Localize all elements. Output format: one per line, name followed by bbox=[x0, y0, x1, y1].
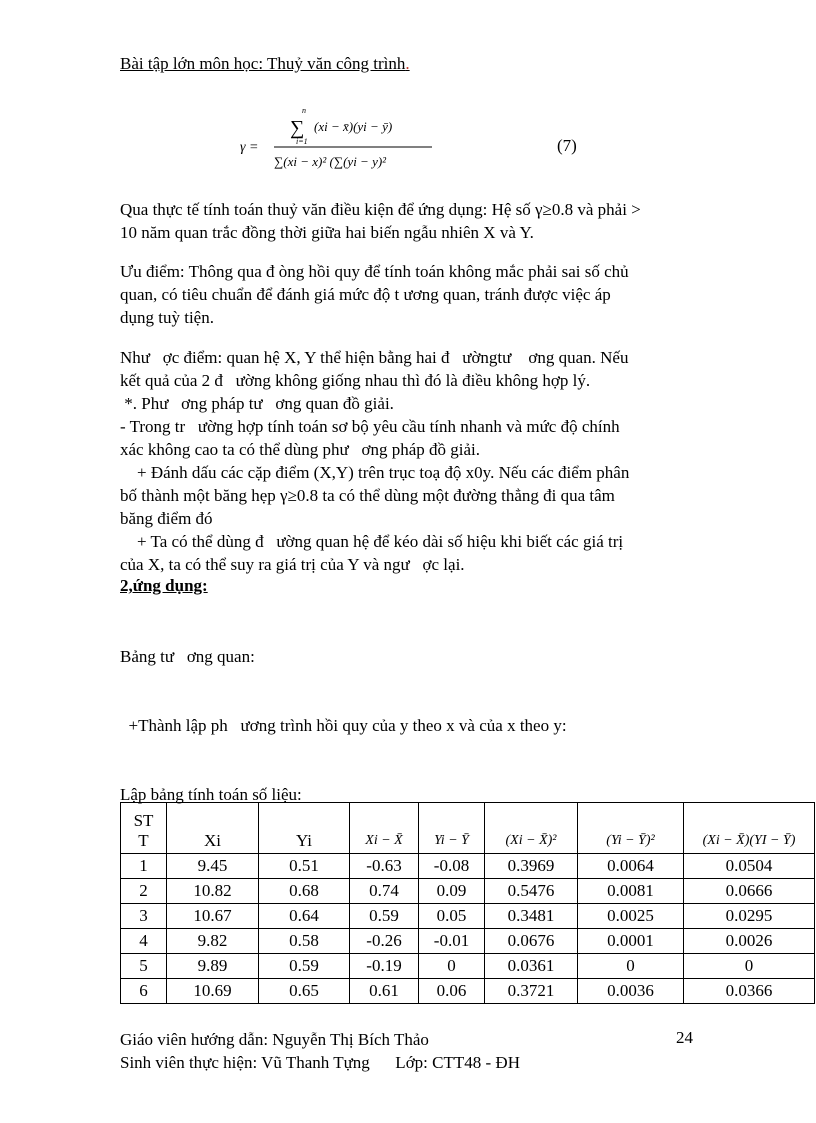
table-cell: 2 bbox=[121, 879, 167, 904]
formula-sum-top: n bbox=[302, 106, 306, 115]
section-heading: 2,ứng dụng: bbox=[120, 576, 208, 595]
table-row bbox=[121, 979, 815, 1004]
table-cell: 0.0676 bbox=[485, 929, 578, 954]
table-header-cell: Yi − Ȳ bbox=[419, 803, 485, 854]
table-cell: 0.58 bbox=[259, 929, 350, 954]
header-title-dot: . bbox=[405, 54, 410, 73]
page-number: 24 bbox=[676, 1028, 693, 1047]
text-line: Như ợc điểm: quan hệ X, Y thể hiện bằng hai đ ườngtư ơng quan. Nếu bbox=[120, 348, 629, 367]
table-cell: 0.3481 bbox=[485, 904, 578, 929]
text-line: kết quả của 2 đ ường không giống nhau thì đó là điều không hợp lý. bbox=[120, 371, 591, 390]
table-cell: 10.82 bbox=[167, 879, 259, 904]
table-cell: 0.61 bbox=[350, 979, 419, 1004]
table-cell: 0 bbox=[578, 954, 684, 979]
text-line: bố thành một băng hẹp γ≥0.8 ta có thể dùng một đường thẳng đi qua tâm bbox=[120, 486, 615, 505]
table-cell: 0.68 bbox=[259, 879, 350, 904]
table-row bbox=[121, 879, 815, 904]
table-cell: -0.63 bbox=[350, 854, 419, 879]
text-line: của X, ta có thể suy ra giá trị của Y và ngư ợc lại. bbox=[120, 555, 465, 574]
table-cell: 9.45 bbox=[167, 854, 259, 879]
table-cell: 6 bbox=[121, 979, 167, 1004]
table-cell: 0.0081 bbox=[578, 879, 684, 904]
table-cell: 4 bbox=[121, 929, 167, 954]
table-cell: 0.09 bbox=[419, 879, 485, 904]
text-line: +Thành lập ph ương trình hồi quy của y theo x và của x theo y: bbox=[120, 716, 567, 735]
table-cell: -0.26 bbox=[350, 929, 419, 954]
table-cell: 1 bbox=[121, 854, 167, 879]
table-cell: 3 bbox=[121, 904, 167, 929]
formula-number: (7) bbox=[557, 136, 577, 155]
text-line: xác không cao ta có thể dùng phư ơng pháp đồ giải. bbox=[120, 440, 481, 459]
correlation-formula bbox=[238, 104, 558, 184]
text-line: dụng tuỳ tiện. bbox=[120, 308, 214, 327]
page-header-title bbox=[120, 54, 410, 74]
text-line: Bảng tư ơng quan: bbox=[120, 647, 255, 666]
table-row bbox=[121, 854, 815, 879]
text-line: + Đánh dấu các cặp điểm (X,Y) trên trục toạ độ x0y. Nếu các điểm phân bbox=[120, 463, 630, 482]
text-line: Qua thực tế tính toán thuỷ văn điều kiện để ứng dụng: Hệ số γ≥0.8 và phải > bbox=[120, 200, 641, 219]
section-body bbox=[120, 599, 700, 829]
table-cell: 0.0026 bbox=[684, 929, 815, 954]
table-cell: 0.64 bbox=[259, 904, 350, 929]
table-cell: 0.3721 bbox=[485, 979, 578, 1004]
text-line: + Ta có thể dùng đ ường quan hệ để kéo dài số hiệu khi biết các giá trị bbox=[120, 532, 624, 551]
table-row bbox=[121, 954, 815, 979]
table-cell: 0.74 bbox=[350, 879, 419, 904]
table-cell: 0.59 bbox=[259, 954, 350, 979]
table-header-cell: ST T bbox=[121, 803, 167, 854]
table-header-row bbox=[121, 803, 815, 854]
table-header-cell: (Yi − Ȳ)² bbox=[578, 803, 684, 854]
table-header-cell: Xi − X̄ bbox=[350, 803, 419, 854]
text-line: *. Phư ơng pháp tư ơng quan đồ giải. bbox=[120, 394, 394, 413]
table-cell: 0.06 bbox=[419, 979, 485, 1004]
table-cell: 0.0001 bbox=[578, 929, 684, 954]
text-line: 10 năm quan trắc đồng thời giữa hai biến ngẫu nhiên X và Y. bbox=[120, 223, 534, 242]
table-cell: 0.59 bbox=[350, 904, 419, 929]
text-line: quan, có tiêu chuẩn để đánh giá mức độ t ương quan, tránh được việc áp bbox=[120, 285, 611, 304]
text-line: băng điểm đó bbox=[120, 509, 213, 528]
paragraph-disadvantages bbox=[120, 346, 700, 576]
footer-advisor: Giáo viên hướng dẫn: Nguyễn Thị Bích Thảo bbox=[120, 1030, 429, 1049]
table-header-cell: Yi bbox=[259, 803, 350, 854]
table-cell: -0.19 bbox=[350, 954, 419, 979]
paragraph-advantages bbox=[120, 260, 700, 329]
table-cell: 0 bbox=[419, 954, 485, 979]
data-table bbox=[120, 802, 815, 1004]
table-cell: 0.0025 bbox=[578, 904, 684, 929]
formula-lhs: γ = bbox=[240, 140, 259, 155]
table-cell: -0.08 bbox=[419, 854, 485, 879]
formula-numerator: (xi − x̄)(yi − ȳ) bbox=[314, 119, 393, 134]
table-cell: 0.05 bbox=[419, 904, 485, 929]
text-line: Lập bảng tính toán số liệu: bbox=[120, 785, 302, 804]
table-cell: 0.5476 bbox=[485, 879, 578, 904]
table-cell: 5 bbox=[121, 954, 167, 979]
table-row bbox=[121, 904, 815, 929]
table-cell: 0.0666 bbox=[684, 879, 815, 904]
paragraph-conditions bbox=[120, 198, 700, 244]
table-header-cell: (Xi − X̄)² bbox=[485, 803, 578, 854]
table-cell: 0.0361 bbox=[485, 954, 578, 979]
table-cell: 0.65 bbox=[259, 979, 350, 1004]
formula-denominator: ∑(xi − x)² (∑(yi − y)² bbox=[274, 154, 387, 169]
table-cell: 0.0504 bbox=[684, 854, 815, 879]
table-header-cell: Xi bbox=[167, 803, 259, 854]
table-cell: 9.89 bbox=[167, 954, 259, 979]
footer-student: Sinh viên thực hiện: Vũ Thanh Tựng Lớp: CTT48 - ĐH bbox=[120, 1053, 520, 1072]
table-cell: -0.01 bbox=[419, 929, 485, 954]
table-row bbox=[121, 929, 815, 954]
table-cell: 0.0036 bbox=[578, 979, 684, 1004]
table-cell: 0.0295 bbox=[684, 904, 815, 929]
table-cell: 0 bbox=[684, 954, 815, 979]
formula-sum-sign: ∑ bbox=[290, 117, 305, 139]
text-line: - Trong tr ường hợp tính toán sơ bộ yêu cầu tính nhanh và mức độ chính bbox=[120, 417, 620, 436]
table-cell: 9.82 bbox=[167, 929, 259, 954]
table-cell: 10.67 bbox=[167, 904, 259, 929]
table-cell: 0.3969 bbox=[485, 854, 578, 879]
table-cell: 0.51 bbox=[259, 854, 350, 879]
formula-sum-bottom: i=1 bbox=[296, 137, 308, 146]
table-cell: 10.69 bbox=[167, 979, 259, 1004]
text-line: Ưu điểm: Thông qua đ òng hồi quy để tính toán không mắc phải sai số chủ bbox=[120, 262, 629, 281]
table-cell: 0.0064 bbox=[578, 854, 684, 879]
header-title-text: Bài tập lớn môn học: Thuỷ văn công trình bbox=[120, 54, 406, 73]
table-header-cell: (Xi − X̄)(YI − Ȳ) bbox=[684, 803, 815, 854]
table-cell: 0.0366 bbox=[684, 979, 815, 1004]
